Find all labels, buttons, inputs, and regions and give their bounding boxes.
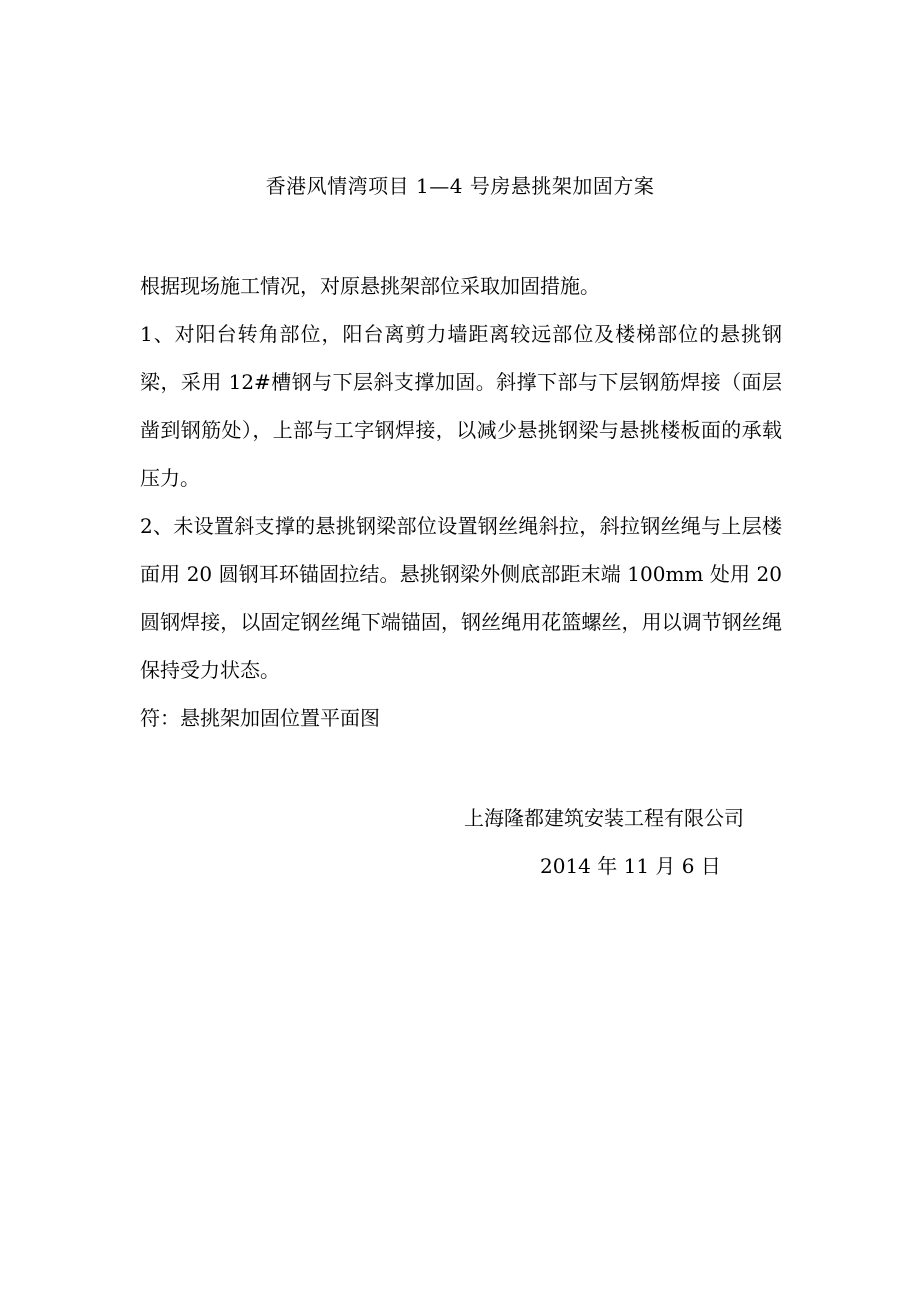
- paragraph-1: 1、对阳台转角部位，阳台离剪力墙距离较远部位及楼梯部位的悬挑钢梁，采用 12#槽钢与下层斜支撑加固。斜撑下部与下层钢筋焊接（面层凿到钢筋处），上部与工字钢焊接，以减少悬挑钢梁与悬挑楼板面的承载压力。: [140, 322, 782, 490]
- attachment-note: 符：悬挑架加固位置平面图: [140, 706, 380, 730]
- company-name: 上海隆都建筑安装工程有限公司: [464, 806, 744, 830]
- document-title: 香港风情湾项目 1—4 号房悬挑架加固方案: [265, 174, 655, 198]
- intro-paragraph: 根据现场施工情况，对原悬挑架部位采取加固措施。: [140, 274, 600, 298]
- paragraph-2: 2、未设置斜支撑的悬挑钢梁部位设置钢丝绳斜拉，斜拉钢丝绳与上层楼面用 20 圆钢耳环锚固拉结。悬挑钢梁外侧底部距末端 100mm 处用 20 圆钢焊接，以固定钢丝绳下端锚固，钢丝绳用花篮螺丝，用以调节钢丝绳保持受力状态。: [140, 514, 782, 682]
- document-date: 2014 年 11 月 6 日: [540, 854, 721, 878]
